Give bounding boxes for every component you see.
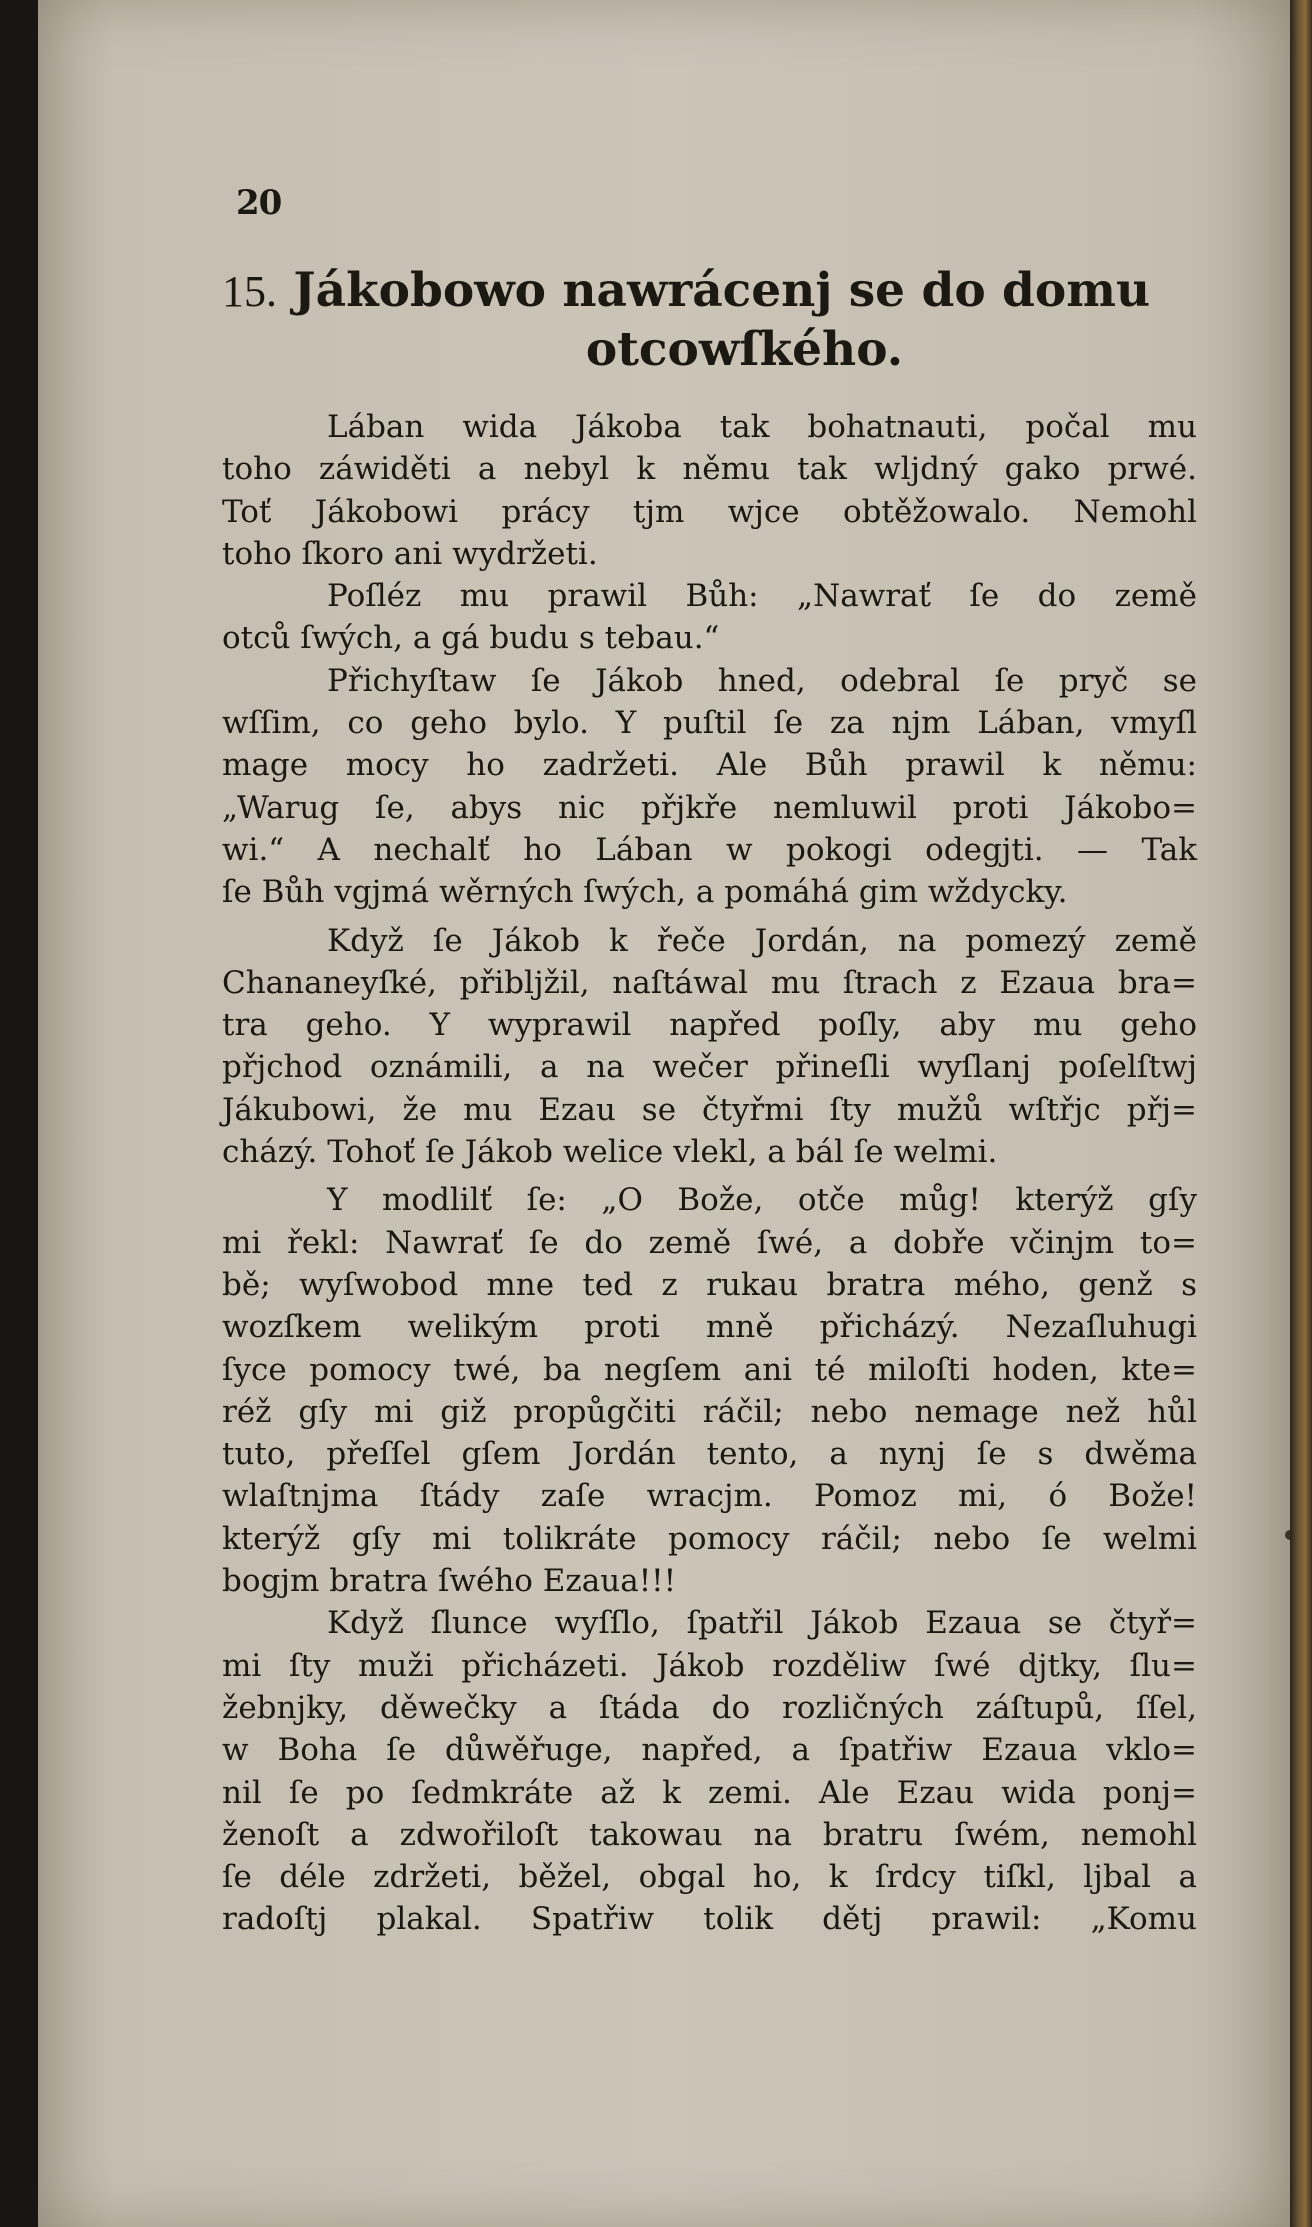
text-line: w Boha ſe důwěřuge, napřed, a ſpatřiw Ezaua vklo= bbox=[222, 1732, 1197, 1769]
chapter-title-line-2: otcowſkého. bbox=[585, 322, 904, 377]
text-line: Toť Jákobowi prácy tjm wjce obtěžowalo. Nemohl bbox=[222, 493, 1197, 530]
text-line: wozſkem welikým proti mně přicházý. Nezaſluhugi bbox=[222, 1309, 1197, 1346]
text-line: Y modlilť ſe: „O Bože, otče můg! kterýž gſy bbox=[327, 1182, 1197, 1219]
text-line: toho záwiděti a nebyl k němu tak wljdný gako prwé. bbox=[222, 451, 1197, 488]
text-line: kterýž gſy mi tolikráte pomocy ráčil; nebo ſe welmi bbox=[222, 1520, 1197, 1557]
text-line: Lában wida Jákoba tak bohatnauti, počal mu bbox=[327, 409, 1197, 445]
book-spine-edge bbox=[1290, 0, 1312, 2227]
text-line: réž gſy mi giž propůgčiti ráčil; nebo nemage než hůl bbox=[222, 1393, 1197, 1430]
chapter-number: 15. bbox=[222, 267, 277, 316]
text-line: wi.“ A nechalť ho Lában w pokogi odegjti. — Tak bbox=[222, 831, 1197, 868]
chapter-heading bbox=[222, 262, 1197, 379]
text-line: wſſim, co geho bylo. Y puſtil ſe za njm Lában, vmyſl bbox=[222, 705, 1197, 742]
chapter-title-line-1: Jákobowo nawrácenj se do domu bbox=[293, 263, 1151, 318]
text-line: Poſléz mu prawil Bůh: „Nawrať ſe do země bbox=[327, 578, 1197, 615]
text-line: ženoſt a zdwořiloſt takowau na bratru ſwém, nemohl bbox=[222, 1816, 1197, 1853]
text-line: přjchod oznámili, a na wečer přineſli wyſlanj poſelſtwj bbox=[222, 1049, 1197, 1086]
text-line: Když ſlunce wyſſlo, ſpatřil Jákob Ezaua se čtyř= bbox=[327, 1605, 1197, 1642]
text-line: Jákubowi, že mu Ezau se čtyřmi ſty mužů wſtřjc přj= bbox=[222, 1091, 1197, 1128]
text-line: žebnjky, děwečky a ſtáda do rozličných záſtupů, ſſel, bbox=[222, 1689, 1197, 1726]
text-line: ſyce pomocy twé, ba negſem ani té miloſti hoden, kte= bbox=[222, 1351, 1197, 1388]
text-line: bě; wyſwobod mne ted z rukau bratra mého, genž s bbox=[222, 1266, 1197, 1303]
text-line: ſe déle zdržeti, běžel, obgal ho, k ſrdcy tiſkl, ljbal a bbox=[222, 1859, 1197, 1896]
text-line: wlaſtnjma ſtády zaſe wracjm. Pomoz mi, ó Bože! bbox=[222, 1478, 1197, 1515]
text-line: Když ſe Jákob k řeče Jordán, na pomezý země bbox=[327, 922, 1197, 959]
text-line: cházý. Tohoť ſe Jákob welice vlekl, a bál ſe welmi. bbox=[222, 1134, 998, 1171]
text-line: radoſtj plakal. Spatřiw tolik dětj prawil: „Komu bbox=[222, 1901, 1197, 1938]
page-number: 20 bbox=[236, 183, 282, 223]
text-line: otců ſwých, a gá budu s tebau.“ bbox=[222, 620, 720, 657]
text-line: „Warug ſe, abys nic přjkře nemluwil proti Jákobo= bbox=[222, 789, 1197, 826]
text-line: mi ſty muži přicházeti. Jákob rozdělіw ſwé djtky, ſlu= bbox=[222, 1647, 1197, 1684]
text-line: tuto, přeſſel gſem Jordán tento, a nynj ſe s dwěma bbox=[222, 1436, 1197, 1473]
text-line: nil ſe po ſedmkráte až k zemi. Ale Ezau wida ponj= bbox=[222, 1774, 1197, 1811]
text-line: bogjm bratra ſwého Ezaua!!! bbox=[222, 1563, 677, 1600]
text-line: ſe Bůh vgjmá wěrných ſwých, a pomáhá gim wždycky. bbox=[222, 874, 1068, 911]
text-line: mage mocy ho zadržeti. Ale Bůh prawil k němu: bbox=[222, 747, 1197, 784]
text-line: mi řekl: Nawrať ſe do země ſwé, a dobře včinjm to= bbox=[222, 1224, 1197, 1261]
text-line: Chananeyſké, přiblјžil, naſtáwal mu ſtrach z Ezaua bra= bbox=[222, 964, 1197, 1001]
text-line: Přichyſtaw ſe Jákob hned, odebral ſe pryč se bbox=[327, 662, 1197, 699]
text-line: toho ſkoro ani wydržeti. bbox=[222, 535, 598, 572]
text-line: tra geho. Y wyprawil napřed poſly, aby mu geho bbox=[222, 1007, 1197, 1044]
body-text bbox=[222, 406, 1197, 1941]
